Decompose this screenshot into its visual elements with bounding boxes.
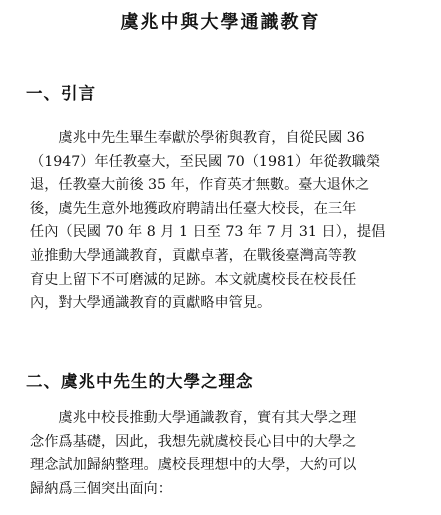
paragraph-line: 歸納爲三個突出面向：	[30, 480, 172, 497]
paragraph-line: 理念試加歸納整理。虞校長理想中的大學，大約可以	[30, 457, 357, 474]
paragraph-line: 後，虞先生意外地獲政府聘請出任臺大校長，在三年	[30, 200, 357, 217]
section-heading-university-philosophy: 二、虞兆中先生的大學之理念	[26, 372, 254, 391]
paragraph-line: 任內（民國 70 年 8 月 1 日至 73 年 7 月 31 日），提倡	[30, 224, 386, 241]
document-title: 虞兆中與大學通識教育	[120, 12, 321, 33]
section-heading-introduction: 一、引言	[26, 84, 96, 103]
paragraph-line: 虞兆中校長推動大學通識教育，實有其大學之理	[30, 410, 357, 426]
paragraph-line: 念作爲基礎，因此，我想先就虞校長心目中的大學之	[30, 433, 357, 450]
paragraph-line: （1947）年任教臺大，至民國 70（1981）年從教職榮	[30, 153, 381, 170]
paragraph-line: 內，對大學通識教育的貢獻略申管見。	[30, 295, 272, 312]
philosophy-paragraph	[30, 407, 430, 501]
paragraph-line: 育史上留下不可磨滅的足跡。本文就虞校長在校長任	[30, 271, 357, 288]
paragraph-line: 退，任教臺大前後 35 年，作育英才無數。臺大退休之	[30, 177, 370, 194]
introduction-paragraph	[30, 127, 430, 316]
paragraph-line: 並推動大學通識教育，貢獻卓著，在戰後臺灣高等教	[30, 247, 357, 264]
paragraph-line: 虞兆中先生畢生奉獻於學術與教育，自從民國 36	[30, 130, 365, 146]
